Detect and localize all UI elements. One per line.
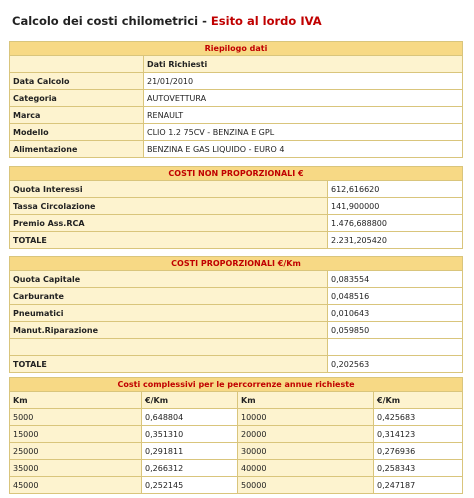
row-label: Carburante <box>10 288 328 305</box>
row-value: 21/01/2010 <box>144 73 463 90</box>
row-value <box>328 339 463 356</box>
row-value: 2.231,205420 <box>328 232 463 249</box>
row-value: 0,202563 <box>328 356 463 373</box>
table-row <box>10 305 463 322</box>
table-row <box>10 124 463 141</box>
column-header: Km <box>238 392 374 409</box>
cost-cell: 0,276936 <box>374 443 463 460</box>
cost-cell: 0,266312 <box>142 460 238 477</box>
cost-cell: 0,425683 <box>374 409 463 426</box>
column-header: Km <box>10 392 142 409</box>
column-header: €/Km <box>374 392 463 409</box>
table-row <box>10 477 463 494</box>
row-value: 141,900000 <box>328 198 463 215</box>
riepilogo-corner <box>10 56 144 73</box>
km-cell: 10000 <box>238 409 374 426</box>
row-label: Marca <box>10 107 144 124</box>
cost-cell: 0,247187 <box>374 477 463 494</box>
table-row <box>10 356 463 373</box>
costi-complessivi-header: Costi complessivi per le percorrenze annue richieste <box>10 378 463 392</box>
cost-cell: 0,258343 <box>374 460 463 477</box>
km-cell: 50000 <box>238 477 374 494</box>
table-row <box>10 271 463 288</box>
title-separator: - <box>198 14 211 28</box>
title-main: Calcolo dei costi chilometrici <box>12 14 199 28</box>
row-value: 0,083554 <box>328 271 463 288</box>
table-row <box>10 339 463 356</box>
costi-proporzionali-table <box>9 256 463 373</box>
costi-non-proporzionali-table <box>9 166 463 249</box>
table-row <box>10 215 463 232</box>
cost-cell: 0,314123 <box>374 426 463 443</box>
km-cell: 35000 <box>10 460 142 477</box>
km-cell: 30000 <box>238 443 374 460</box>
row-label: Alimentazione <box>10 141 144 158</box>
page-title <box>12 14 322 28</box>
costi-non-proporzionali-header: COSTI NON PROPORZIONALI € <box>10 167 463 181</box>
row-value: RENAULT <box>144 107 463 124</box>
table-row <box>10 198 463 215</box>
row-label: Pneumatici <box>10 305 328 322</box>
row-label: Quota Capitale <box>10 271 328 288</box>
row-label: Modello <box>10 124 144 141</box>
column-header: €/Km <box>142 392 238 409</box>
row-label: Tassa Circolazione <box>10 198 328 215</box>
km-cell: 25000 <box>10 443 142 460</box>
table-row <box>10 409 463 426</box>
table-row <box>10 460 463 477</box>
row-value: 0,059850 <box>328 322 463 339</box>
table-row <box>10 181 463 198</box>
row-value: 612,616620 <box>328 181 463 198</box>
cost-cell: 0,351310 <box>142 426 238 443</box>
table-row <box>10 322 463 339</box>
table-row <box>10 443 463 460</box>
row-label: Categoria <box>10 90 144 107</box>
cost-cell: 0,648804 <box>142 409 238 426</box>
row-value: BENZINA E GAS LIQUIDO - EURO 4 <box>144 141 463 158</box>
km-cell: 5000 <box>10 409 142 426</box>
row-value: 1.476,688800 <box>328 215 463 232</box>
row-label: Quota Interessi <box>10 181 328 198</box>
row-value: AUTOVETTURA <box>144 90 463 107</box>
km-cell: 15000 <box>10 426 142 443</box>
row-value: CLIO 1.2 75CV - BENZINA E GPL <box>144 124 463 141</box>
title-accent: Esito al lordo IVA <box>210 14 322 28</box>
km-cell: 45000 <box>10 477 142 494</box>
table-row <box>10 141 463 158</box>
table-row <box>10 288 463 305</box>
table-row <box>10 426 463 443</box>
km-cell: 20000 <box>238 426 374 443</box>
costi-complessivi-table <box>9 377 463 494</box>
riepilogo-subheader: Dati Richiesti <box>144 56 463 73</box>
column-header-row <box>10 392 463 409</box>
table-row <box>10 73 463 90</box>
row-label: Data Calcolo <box>10 73 144 90</box>
row-label: Manut.Riparazione <box>10 322 328 339</box>
km-cell: 40000 <box>238 460 374 477</box>
row-label: TOTALE <box>10 232 328 249</box>
row-value: 0,048516 <box>328 288 463 305</box>
cost-cell: 0,291811 <box>142 443 238 460</box>
table-row <box>10 90 463 107</box>
row-label: TOTALE <box>10 356 328 373</box>
costi-proporzionali-header: COSTI PROPORZIONALI €/Km <box>10 257 463 271</box>
row-label <box>10 339 328 356</box>
table-row <box>10 232 463 249</box>
table-row <box>10 107 463 124</box>
riepilogo-table <box>9 41 463 158</box>
row-label: Premio Ass.RCA <box>10 215 328 232</box>
cost-cell: 0,252145 <box>142 477 238 494</box>
riepilogo-header: Riepilogo dati <box>10 42 463 56</box>
row-value: 0,010643 <box>328 305 463 322</box>
